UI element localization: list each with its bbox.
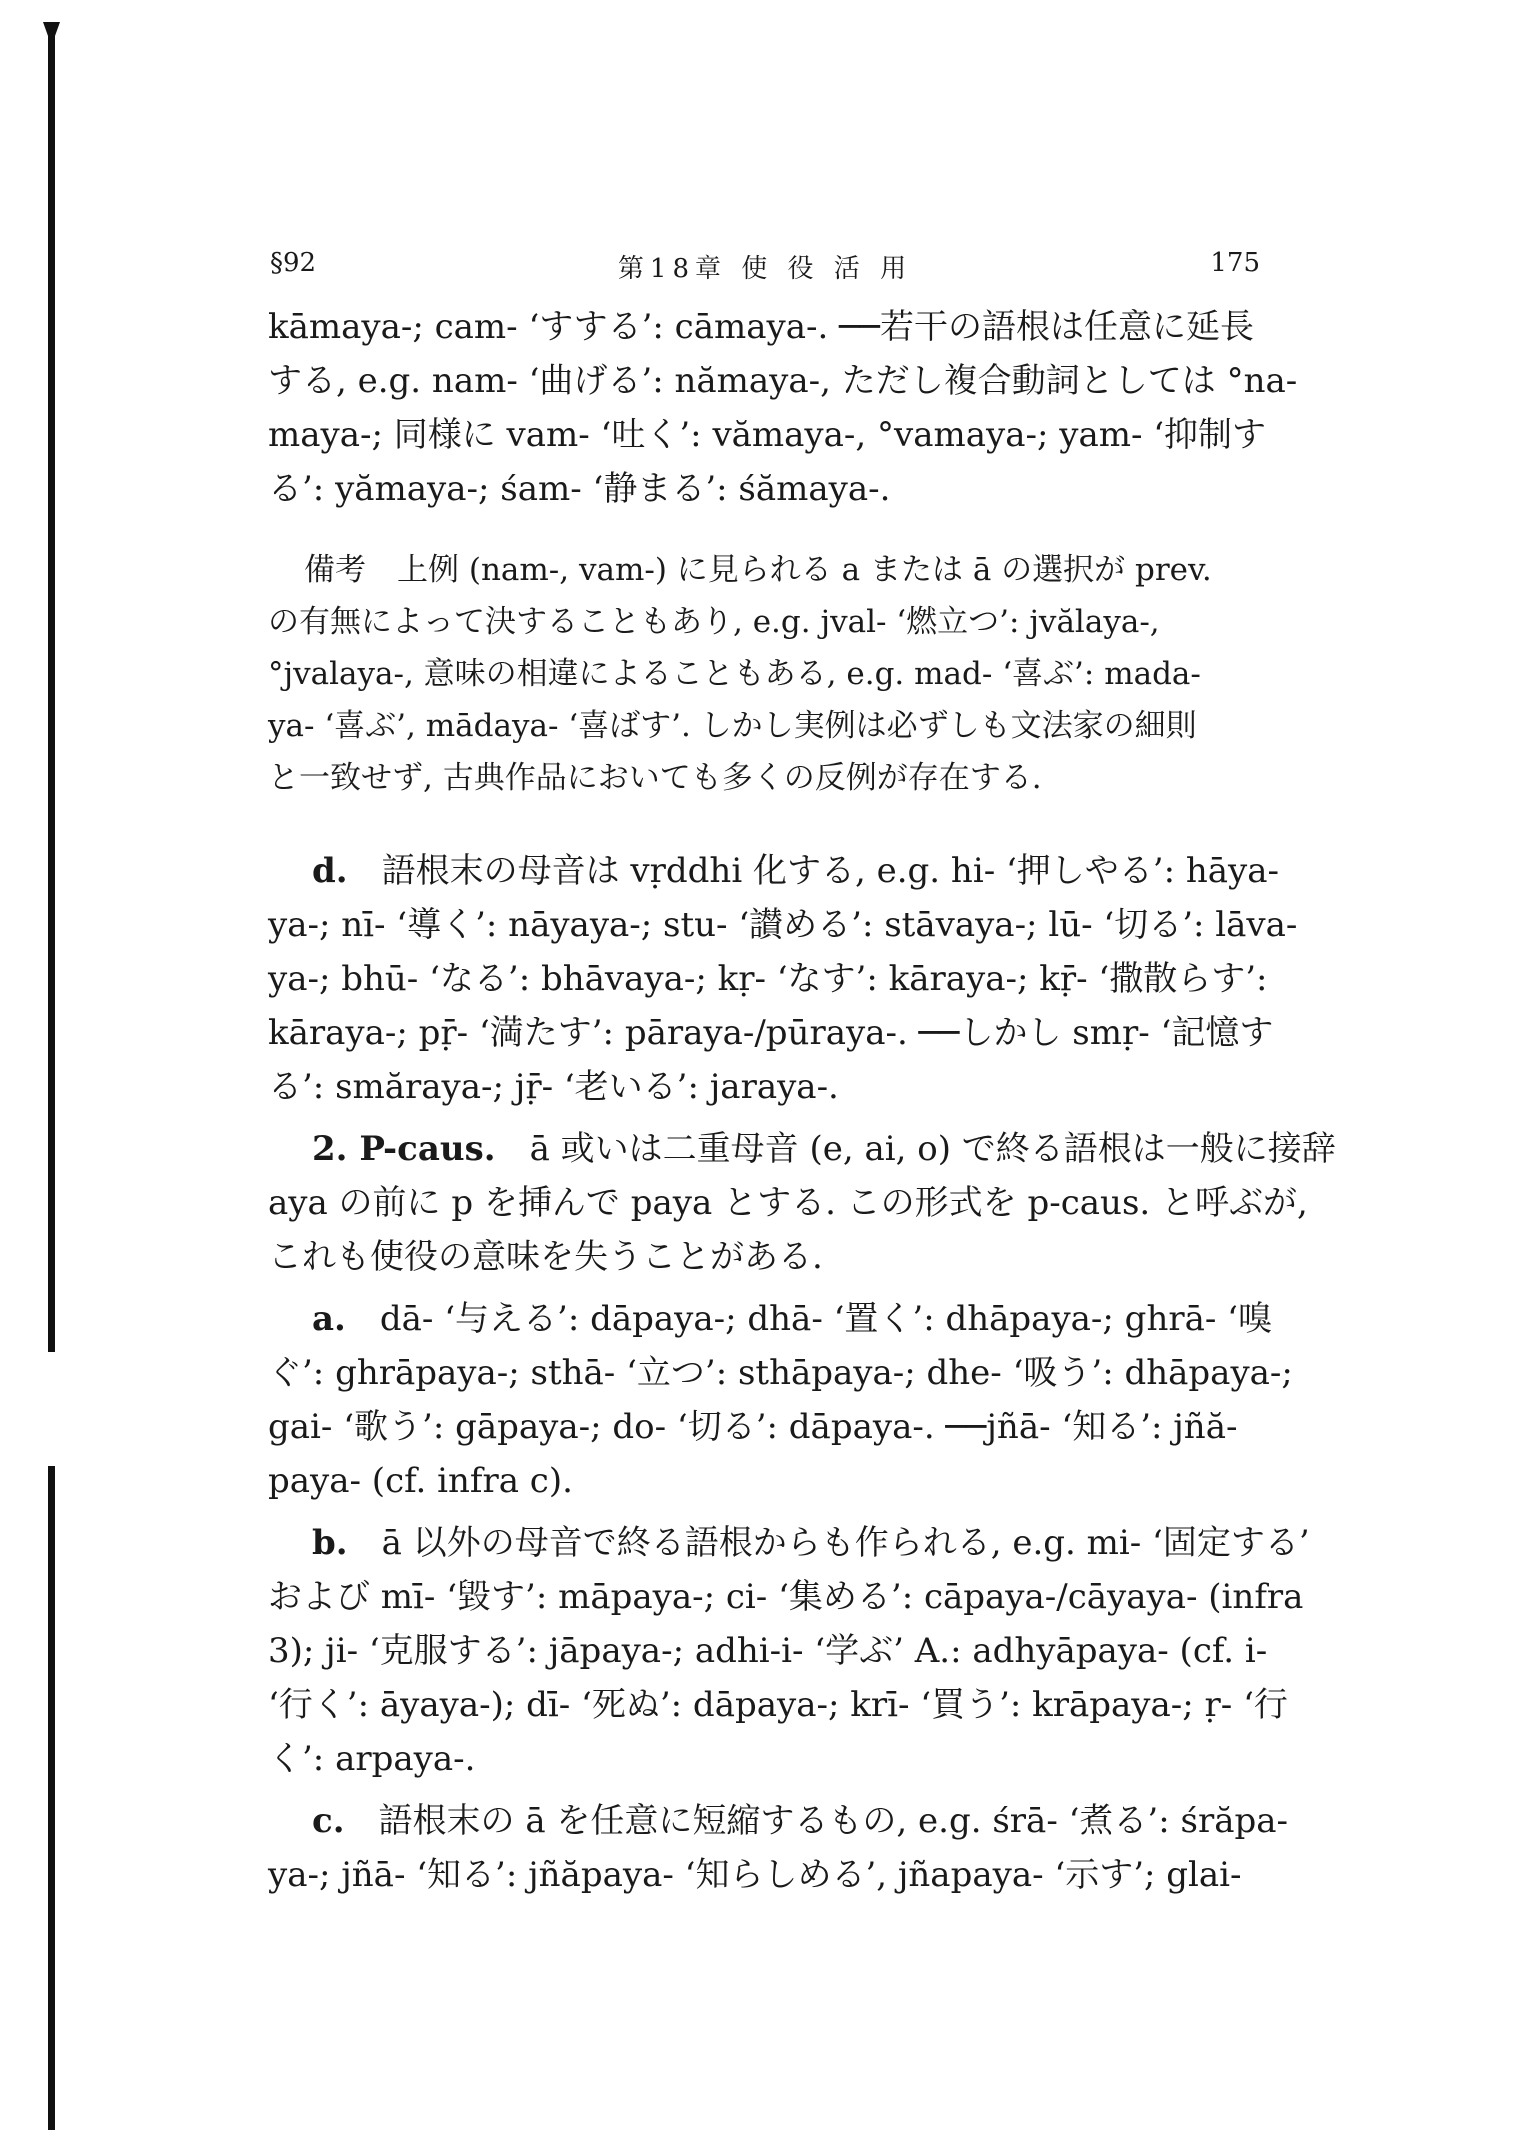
item-label-d: d. [312, 851, 348, 891]
text-line: ā 以外の母音で終る語根からも作られる, e.g. mi- ‘固定する’ [381, 1523, 1310, 1563]
remark-label: 備考 [304, 552, 366, 588]
item-label-b: b. [312, 1523, 348, 1563]
paragraph-b [268, 1516, 1310, 1786]
paragraph-p-caus [268, 1122, 1336, 1284]
text-line: kāraya-; pṝ- ‘満たす’: pāraya-/pūraya-. ──しかし smṛ- ‘記憶す [268, 1013, 1274, 1053]
text-line: これも使役の意味を失うことがある. [268, 1237, 823, 1277]
text-line: gai- ‘歌う’: gāpaya-; do- ‘切る’: dāpaya-. ──jñā- ‘知る’: jñă- [268, 1407, 1238, 1447]
body-text [268, 300, 1336, 1902]
text-line: ya-; nī- ‘導く’: nāyaya-; stu- ‘讃める’: stāvaya-; lū- ‘切る’: lāva- [268, 905, 1298, 945]
item-label-a: a. [312, 1299, 346, 1339]
section-number: §92 [270, 248, 317, 278]
paragraph-remark [268, 544, 1258, 804]
text-line: 上例 (nam-, vam-) に見られる a または ā の選択が prev. [397, 552, 1212, 588]
section-heading-p-caus: 2. P-caus. [312, 1129, 496, 1169]
text-line: する, e.g. nam- ‘曲げる’: nămaya-, ただし複合動詞としては °na- [268, 361, 1298, 401]
text-line: maya-; 同様に vam- ‘吐く’: vămaya-, °vamaya-; yam- ‘抑制す [268, 415, 1267, 455]
chapter-title: 第18章 使 役 活 用 [617, 254, 913, 284]
text-line: paya- (cf. infra c). [268, 1461, 573, 1501]
text-line: ya- ‘喜ぶ’, mādaya- ‘喜ばす’. しかし実例は必ずしも文法家の細則 [268, 708, 1197, 744]
text-line: aya の前に p を挿んで paya とする. この形式を p-caus. と呼ぶが, [268, 1183, 1308, 1223]
scan-edge-top [48, 22, 55, 1352]
paragraph-intro [268, 300, 1298, 516]
scan-edge-bottom [48, 1466, 55, 2130]
text-line: る’: smăraya-; jṝ- ‘老いる’: jaraya-. [268, 1067, 839, 1107]
text-line: ā 或いは二重母音 (e, ai, o) で終る語根は一般に接辞 [529, 1129, 1336, 1169]
text-line: 語根末の ā を任意に短縮するもの, e.g. śrā- ‘煮る’: śrăpa- [378, 1801, 1288, 1841]
paragraph-c [268, 1794, 1288, 1902]
text-line: kāmaya-; cam- ‘すする’: cāmaya-. ──若干の語根は任意に延長 [268, 307, 1255, 347]
text-line: ya-; bhū- ‘なる’: bhāvaya-; kṛ- ‘なす’: kāraya-; kṝ- ‘撒散らす’: [268, 959, 1268, 999]
text-line: ‘行く’: āyaya-); dī- ‘死ぬ’: dāpaya-; krī- ‘買う’: krāpaya-; ṛ- ‘行 [268, 1685, 1288, 1725]
text-line: と一致せず, 古典作品においても多くの反例が存在する. [268, 760, 1042, 796]
page-number: 175 [1210, 248, 1260, 278]
item-label-c: c. [312, 1801, 345, 1841]
text-line: ぐ’: ghrāpaya-; sthā- ‘立つ’: sthāpaya-; dhe- ‘吸う’: dhāpaya-; [268, 1353, 1293, 1393]
running-head [270, 248, 1260, 288]
text-line: ya-; jñā- ‘知る’: jñăpaya- ‘知らしめる’, jñapaya- ‘示す’; glai- [268, 1855, 1242, 1895]
paragraph-a [268, 1292, 1293, 1508]
text-line: の有無によって決することもあり, e.g. jval- ‘燃立つ’: jvălaya-, [268, 604, 1160, 640]
text-line: 3); ji- ‘克服する’: jāpaya-; adhi-i- ‘学ぶ’ A.: adhyāpaya- (cf. i- [268, 1631, 1268, 1671]
paragraph-d [268, 844, 1298, 1114]
text-line: dā- ‘与える’: dāpaya-; dhā- ‘置く’: dhāpaya-; ghrā- ‘嗅 [379, 1299, 1272, 1339]
text-line: く’: arpaya-. [268, 1739, 476, 1779]
text-line: および mī- ‘毀す’: māpaya-; ci- ‘集める’: cāpaya-/cāyaya- (infra [268, 1577, 1304, 1617]
text-line: る’: yămaya-; śam- ‘静まる’: śămaya-. [268, 469, 891, 509]
text-line: 語根末の母音は vṛddhi 化する, e.g. hi- ‘押しやる’: hāya- [381, 851, 1280, 891]
text-line: °jvalaya-, 意味の相違によることもある, e.g. mad- ‘喜ぶ’: mada- [268, 656, 1201, 692]
